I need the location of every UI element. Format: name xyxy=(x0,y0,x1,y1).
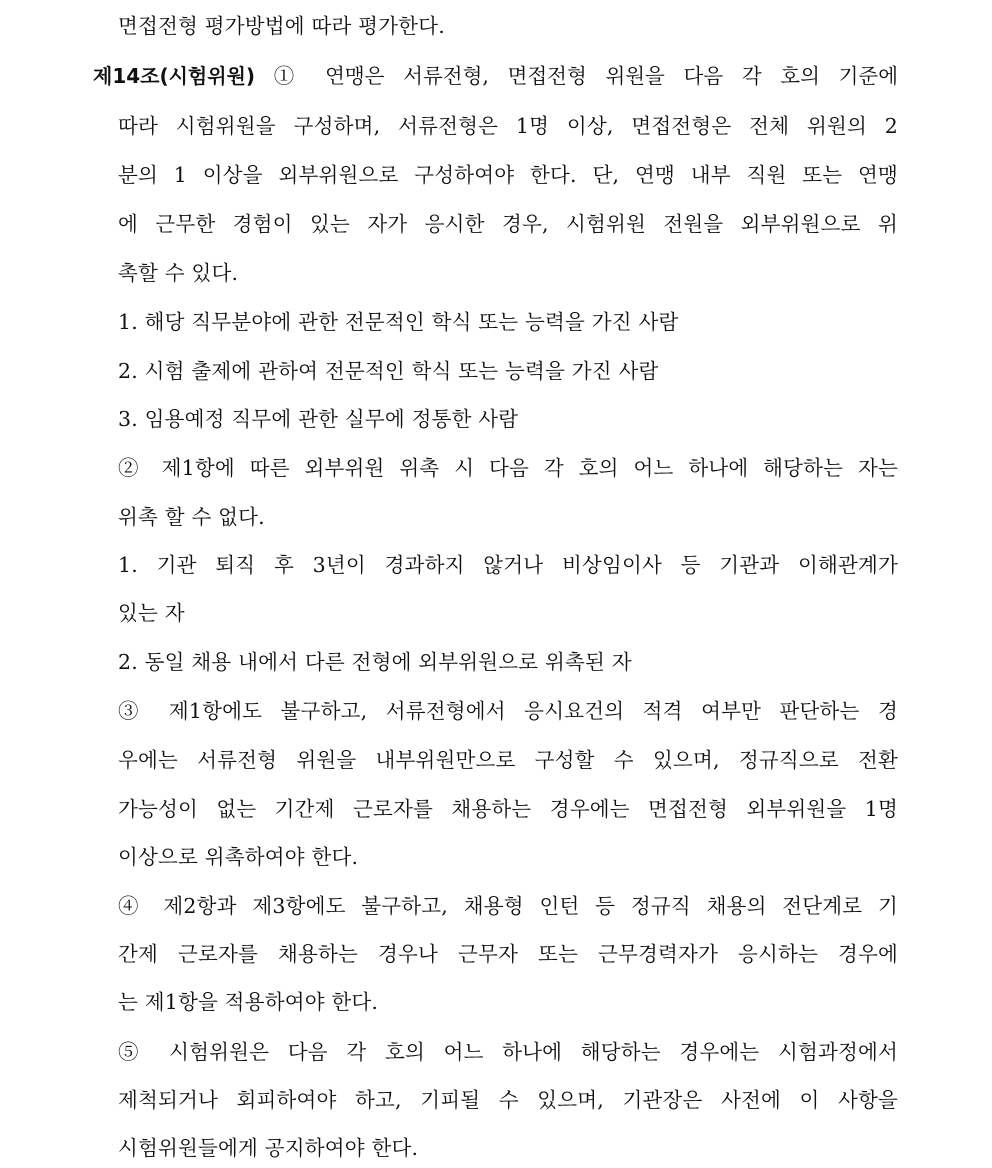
clause-4-line: ④ 제2항과 제3항에도 불구하고, 채용형 인턴 등 정규직 채용의 전단계로 기 xyxy=(118,894,898,918)
clause-5-line: 시험위원들에게 공지하여야 한다. xyxy=(118,1136,419,1160)
list-item-continuation: 있는 자 xyxy=(118,601,185,625)
paragraph-line: 에 근무한 경험이 있는 자가 응시한 경우, 시험위원 전원을 외부위원으로 위 xyxy=(118,212,898,236)
clause-3-line: ③ 제1항에도 불구하고, 서류전형에서 응시요건의 적격 여부만 판단하는 경 xyxy=(118,699,898,723)
list-item: 1. 해당 직무분야에 관한 전문적인 학식 또는 능력을 가진 사람 xyxy=(118,310,679,334)
article-14-first-line xyxy=(93,62,898,90)
clause-3-line: 이상으로 위촉하여야 한다. xyxy=(118,845,359,869)
article-clause-1-start: ① 연맹은 서류전형, 면접전형 위원을 다음 각 호의 기준에 xyxy=(273,64,898,88)
clause-3-line: 가능성이 없는 기간제 근로자를 채용하는 경우에는 면접전형 외부위원을 1명 xyxy=(118,797,898,821)
clause-2-line: 위촉 할 수 없다. xyxy=(118,505,265,529)
clause-5-line: ⑤ 시험위원은 다음 각 호의 어느 하나에 해당하는 경우에는 시험과정에서 xyxy=(118,1040,898,1064)
paragraph-line: 촉할 수 있다. xyxy=(118,261,239,285)
list-item: 3. 임용예정 직무에 관한 실무에 정통한 사람 xyxy=(118,407,519,431)
clause-3-line: 우에는 서류전형 위원을 내부위원만으로 구성할 수 있으며, 정규직으로 전환 xyxy=(118,748,898,772)
list-item: 2. 시험 출제에 관하여 전문적인 학식 또는 능력을 가진 사람 xyxy=(118,359,659,383)
paragraph-line: 면접전형 평가방법에 따라 평가한다. xyxy=(118,14,445,38)
paragraph-line: 분의 1 이상을 외부위원으로 구성하여야 한다. 단, 연맹 내부 직원 또는 연맹 xyxy=(118,163,898,187)
paragraph-line: 따라 시험위원을 구성하며, 서류전형은 1명 이상, 면접전형은 전체 위원의 2 xyxy=(118,114,898,138)
clause-4-line: 간제 근로자를 채용하는 경우나 근무자 또는 근무경력자가 응시하는 경우에 xyxy=(118,942,898,966)
list-item: 2. 동일 채용 내에서 다른 전형에 외부위원으로 위촉된 자 xyxy=(118,650,632,674)
list-item: 1. 기관 퇴직 후 3년이 경과하지 않거나 비상임이사 등 기관과 이해관계가 xyxy=(118,553,898,577)
clause-5-line: 제척되거나 회피하여야 하고, 기피될 수 있으며, 기관장은 사전에 이 사항을 xyxy=(118,1088,898,1112)
clause-4-line: 는 제1항을 적용하여야 한다. xyxy=(118,990,379,1014)
article-title: 제14조(시험위원) xyxy=(93,64,256,88)
clause-2-line: ② 제1항에 따른 외부위원 위촉 시 다음 각 호의 어느 하나에 해당하는 자는 xyxy=(118,456,898,480)
